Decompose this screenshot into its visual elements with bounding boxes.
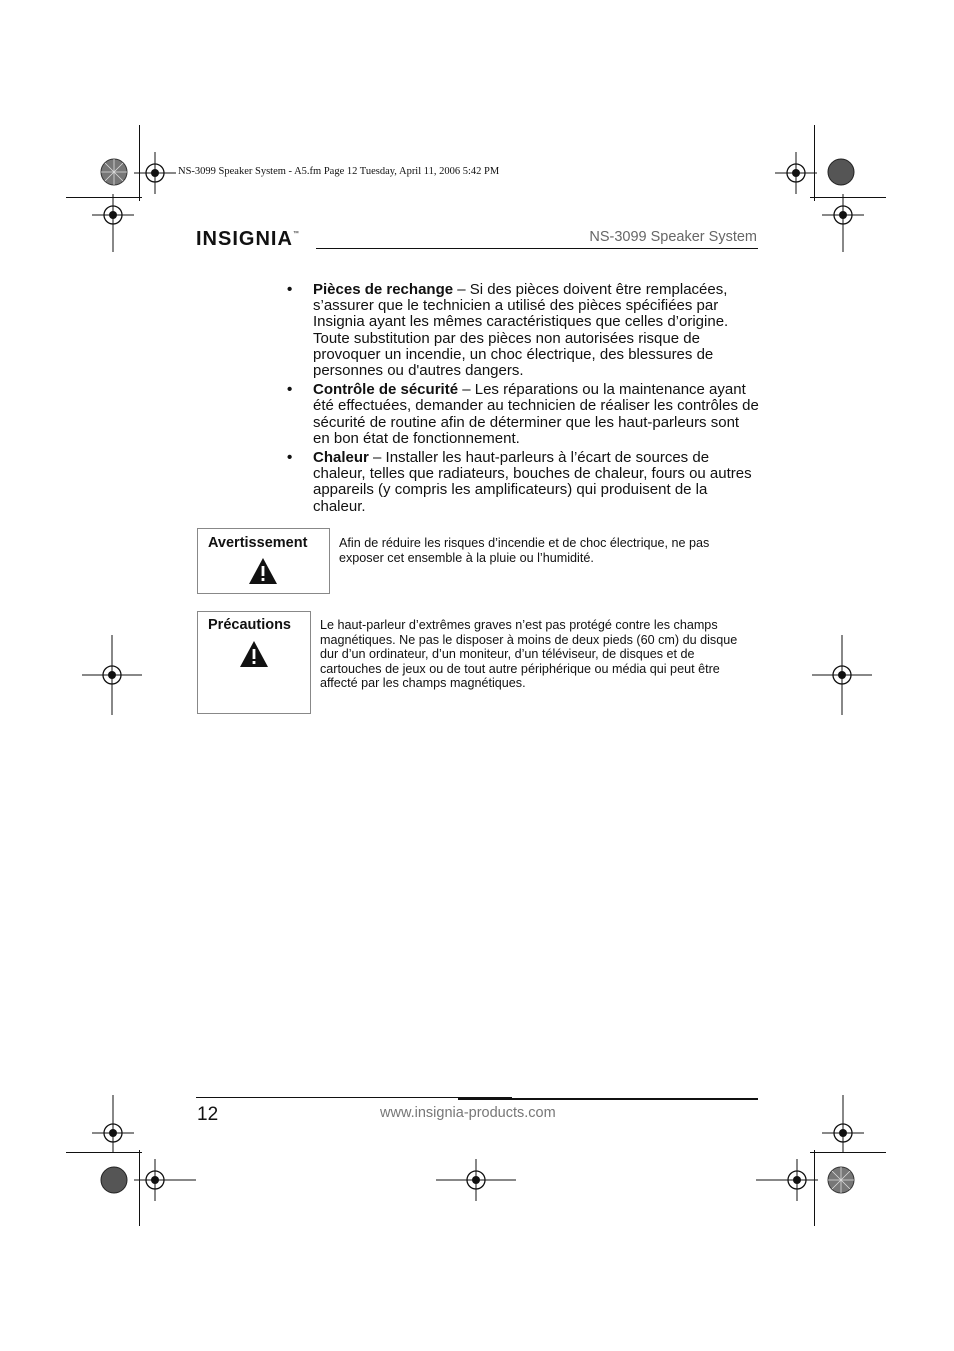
- crop-registration-mark-icon: [756, 1159, 818, 1201]
- color-target-icon: [827, 1166, 855, 1194]
- page-number: 12: [197, 1104, 219, 1125]
- crop-registration-mark-icon: [822, 1095, 864, 1153]
- color-target-icon: [827, 158, 855, 186]
- logo-text: INSIGNIA: [196, 228, 293, 250]
- crop-registration-mark-icon: [775, 152, 817, 194]
- crop-registration-mark-icon: [436, 1159, 516, 1201]
- logo-trademark: ™: [292, 231, 300, 237]
- bullet-icon: •: [287, 281, 293, 298]
- crop-registration-mark-icon: [812, 635, 872, 715]
- crop-registration-mark-icon: [92, 194, 134, 252]
- bullet-term: Pièces de rechange: [313, 281, 454, 298]
- crop-registration-mark-icon: [134, 1159, 196, 1201]
- header-rule: [316, 248, 758, 249]
- crop-registration-mark-icon: [134, 152, 176, 194]
- caution-label: Précautions: [208, 617, 291, 633]
- color-target-icon: [100, 158, 128, 186]
- bullet-term: Chaleur: [313, 449, 369, 467]
- footer-url-link[interactable]: www.insignia-products.com: [380, 1105, 556, 1121]
- bullet-term: Contrôle de sécurité: [313, 381, 459, 399]
- color-target-icon: [100, 1166, 128, 1194]
- bullet-icon: •: [287, 449, 293, 467]
- warning-triangle-icon: [239, 640, 269, 668]
- warning-triangle-icon: [248, 557, 278, 585]
- bullet-text: – Installer les haut-parleurs à l’écart de sources de chaleur, telles que radiateurs, bouches de chaleur, fours ou autres appareils (y compris les amplificateurs) qui produisent de la chaleur.: [313, 449, 752, 515]
- header-title: NS-3099 Speaker System: [589, 229, 757, 245]
- crop-registration-mark-icon: [82, 635, 142, 715]
- footer-rule: [458, 1098, 758, 1100]
- list-item: [287, 282, 759, 379]
- print-info-line: NS-3099 Speaker System - A5.fm Page 12 Tuesday, April 11, 2006 5:42 PM: [178, 166, 500, 177]
- warning-text: Afin de réduire les risques d’incendie et de choc électrique, ne pas exposer cet ensemble à la pluie ou l’humidité.: [339, 536, 710, 565]
- bullet-text: – Les réparations ou la maintenance ayant été effectuées, demander au technicien de réaliser les contrôles de sécurité de routine afin de déterminer que les haut-parleurs sont en bon état de fonctionnement.: [313, 381, 759, 447]
- crop-registration-mark-icon: [822, 194, 864, 252]
- crop-registration-mark-icon: [92, 1095, 134, 1153]
- insignia-logo: [196, 228, 300, 251]
- safety-bullet-list: [287, 282, 759, 518]
- bullet-icon: •: [287, 381, 293, 399]
- warning-label: Avertissement: [208, 535, 308, 551]
- list-item: [287, 450, 759, 515]
- bullet-text: – Si des pièces doivent être remplacées, s’assurer que le technicien a utilisé des pièces spécifiées par Insignia ayant les mêmes caractéristiques que celles d’origine. Toute substitution par des pièces non autorisées risque de provoquer un incendie, un choc électrique, des blessures de personnes ou d'autres dangers.: [313, 281, 729, 380]
- caution-text: Le haut-parleur d’extrêmes graves n’est pas protégé contre les champs magnétiques. Ne pas le disposer à moins de deux pieds (60 cm) du disque dur d’un ordinateur, d’un moniteur, d’un téléviseur, de disques et de cartouches de jeux ou de tout autre périphérique ou média qui peut être affecté par les champs magnétiques.: [320, 618, 738, 691]
- list-item: [287, 382, 759, 447]
